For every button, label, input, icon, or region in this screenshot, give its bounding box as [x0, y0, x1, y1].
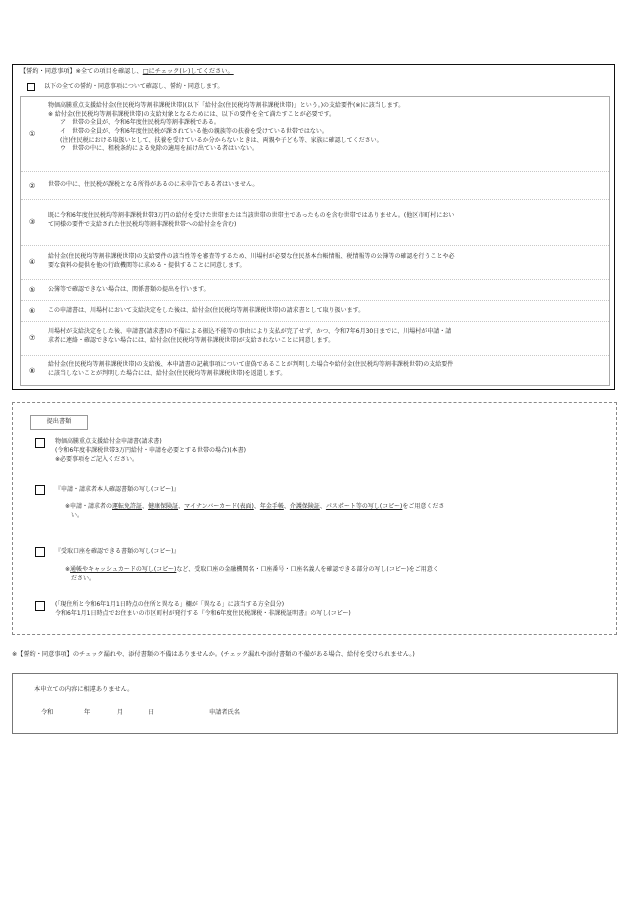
agree-label: 以下の全ての誓約・同意事項について確認し、誓約・同意します。: [44, 83, 224, 90]
confirmation-statement: 本申立ての内容に相違ありません。: [34, 686, 134, 693]
pledge-item-7: ⑦ 川場村が支給決定をした後、申請書(請求書)の不備による振込不能等の事由により支払が完了せず、かつ、令和7年6月30日までに、川場村が申請・請 求者に連絡・確認できない場合には、給付金(住民税均等割非課税世帯)が支給されないことに同意します。: [21, 322, 609, 356]
bottom-note: ※【誓約・同意事項】のチェック漏れや、添付書類の不備はありませんか。(チェック漏れや添付書類の不備がある場合、給付を受けられません。): [12, 651, 415, 658]
pledge-item-2: ② 世帯の中に、住民税が課税となる所得があるのに未申告である者はいません。: [21, 172, 609, 200]
doc-checkbox-bank[interactable]: [35, 547, 45, 557]
pledge-item-6: ⑥ この申請書は、川場村において支給決定をした後は、給付金(住民税均等割非課税世帯)の請求書として取り扱います。: [21, 301, 609, 322]
date-day[interactable]: 日: [148, 709, 155, 716]
date-month[interactable]: 月: [117, 709, 124, 716]
doc-checkbox-tax-cert[interactable]: [35, 601, 45, 611]
doc-checkbox-id[interactable]: [35, 485, 45, 495]
pledge-item-1: ① 物価高騰重点支援給付金(住民税均等割非課税世帯)(以下「給付金(住民税均等割非課税世帯)」という。)の支給要件(※)に該当します。 ※ 給付金(住民税均等割非課税世帯)の支給対象となるためには、以下の要件を全て満たすことが必要です。 ア 世帯の全員が、令和6年度住民税均等割非課税である。 イ 世帯の全員が、令和6年度住民税が課されている他の親族等の扶養を受けている世帯ではない。 (注)住民税における取扱いとして、扶養を受けているか分からないときは、両親や子ども等、家族に確認してください。 ウ 世帯の中に、租税条約による免除の適用を届け出ている者はいない。: [21, 97, 609, 172]
doc-item-application: 物価高騰重点支援給付金申請書(請求書) (令和6年度非課税世帯3万円給付・申請を必要とする世帯の場合)(本書) ※必要事項をご記入ください。: [35, 438, 604, 472]
pledge-item-5: ⑤ 公簿等で確認できない場合は、関係書類の提出を行います。: [21, 280, 609, 301]
pledge-item-8: ⑧ 給付金(住民税均等割非課税世帯)の支給後、本申請書の記載事項について虚偽であることが判明した場合や給付金(住民税均等割非課税世帯)の支給要件 に該当しないことが判明した場合には、給付金(住民税均等割非課税世帯)を返還します。: [29, 361, 454, 377]
pledge-item-3: ③ 既に令和6年度住民税均等割非課税世帯3万円の給付を受けた世帯または当該世帯の世帯主であったものを含む世帯ではありません。(他区市町村におい て同様の要件で支給された住民税均等割非課税世帯への給付金を含む): [21, 200, 609, 246]
documents-label: 提出書類: [30, 415, 88, 430]
pledge-section: [12, 64, 615, 390]
pledge-item-4: ④ 給付金(住民税均等割非課税世帯)の支給要件の該当性等を審査等するため、川場村が必要な住民基本台帳情報、税情報等の公簿等の確認を行うことや必 要な資料の提供を他の行政機関等に求める・提供することに同意します。: [21, 246, 609, 280]
pledge-header: 【誓約・同意事項】※全ての項目を確認し、□にチェック(レ)してください。: [20, 68, 234, 75]
doc-item-tax-cert: (「現住所と令和6年1月1日時点の住所と異なる」欄が「異なる」に該当する方全員分) 令和6年1月1日時点でお住まいの市区町村が発行する『令和6年度住民税課税・非課税証明書』の写し(コピー): [35, 601, 604, 625]
doc-item-bank: 『受取口座を確認できる書類の写し(コピー)』 ※通帳やキャッシュカードの写し(コピー)など、受取口座の金融機関名・口座番号・口座名義人を確認できる部分の写し(コピー)をご用意く ださい。: [35, 547, 604, 589]
confirmation-box: [12, 673, 618, 734]
applicant-name-field[interactable]: 申請者氏名: [209, 709, 240, 716]
agree-checkbox[interactable]: [27, 83, 35, 91]
doc-item-id: 『申請・請求者本人確認書類の写し(コピー)』 ※申請・請求者の運転免許証、健康保険証、マイナンバーカード(表面)、年金手帳、介護保険証、パスポート等の写し(コピー)をご用意くださ い。: [35, 485, 604, 535]
doc-checkbox-application[interactable]: [35, 438, 45, 448]
pledge-items-box: [20, 96, 610, 386]
agree-all-row[interactable]: [27, 83, 223, 92]
date-era: 令和: [41, 709, 54, 716]
documents-section: [12, 402, 617, 635]
date-year[interactable]: 年: [84, 709, 91, 716]
